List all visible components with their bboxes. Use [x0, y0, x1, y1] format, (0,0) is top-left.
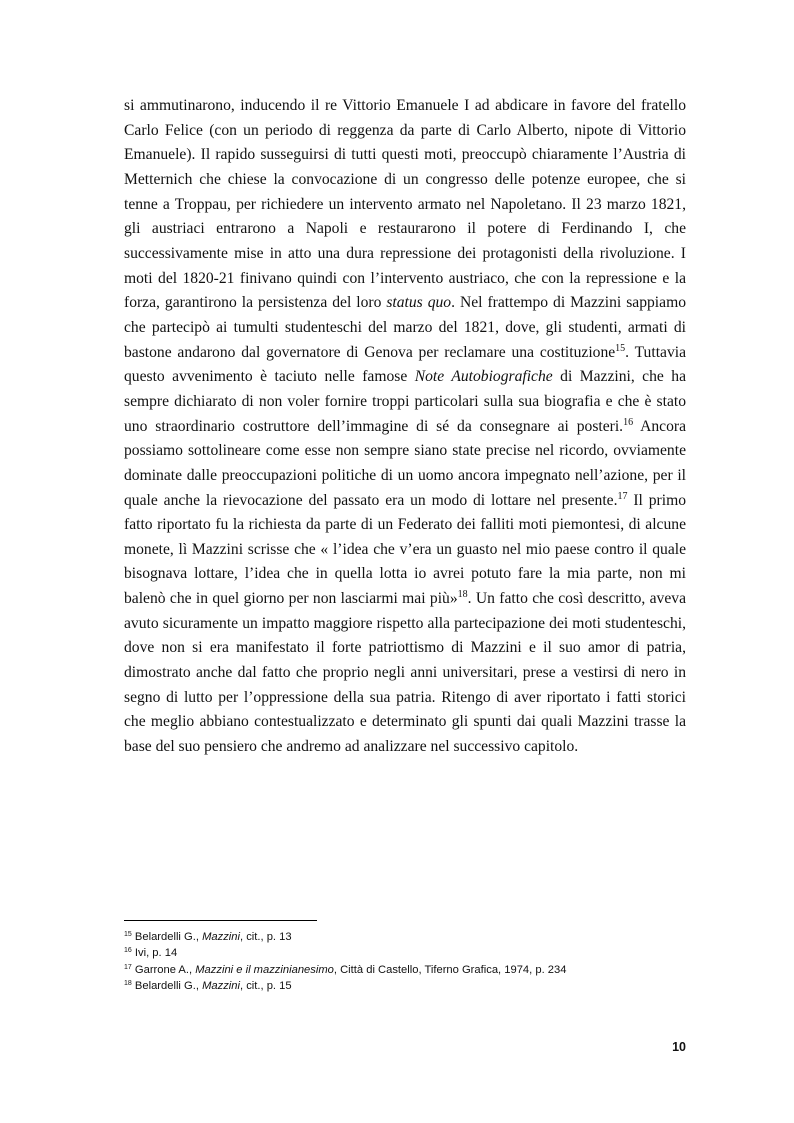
- footnote-18: [124, 978, 704, 994]
- body-text-segment: Ancora possiamo sottolineare come esse non sempre siano state precise nel ricordo, ovviamente dominate dalle preoccupazioni politiche di un uomo ancora impegnato nell’azione, per il quale anche la rievocazione del passato era un modo di lottare nel presente.: [124, 417, 686, 509]
- footnote-text: , cit., p. 13: [239, 931, 292, 943]
- body-italic-status-quo: status quo: [386, 294, 452, 312]
- footnote-15: [124, 929, 704, 945]
- footnote-text: Belardelli G.,: [131, 931, 203, 943]
- footnote-17: [124, 962, 704, 978]
- body-text-segment: . Nel frattempo di Mazzini sappiamo che partecipò ai tumulti studenteschi del marzo del 1821, dove, gli studenti, armati di bastone andarono dal governatore di Genova per reclamare una costituzione: [124, 294, 686, 361]
- body-text-segment: . Tuttavia questo avvenimento è taciuto nelle famose: [124, 343, 686, 386]
- footnotes: [124, 929, 704, 995]
- footnote-number: 16: [124, 947, 132, 955]
- footnote-ref-15[interactable]: 15: [615, 342, 626, 354]
- footnote-text: , cit., p. 15: [239, 980, 292, 993]
- footnote-number: 18: [124, 980, 132, 988]
- page-number: 10: [672, 1040, 686, 1054]
- body-text-segment: . Un fatto che così descritto, aveva avuto sicuramente un impatto maggiore rispetto alla partecipazione dei moti studenteschi, dove non si era manifestato il forte patriottismo di Mazzini e il suo amor di patria, dimostrato anche dal fatto che proprio negli anni universitari, prese a vestirsi di nero in segno di lutto per l’oppressione della sua patria. Ritengo di aver riportato i fatti storici che meglio abbiano contestualizzato e determinato gli spunti dai quali Mazzini trasse la base del suo pensiero che andremo ad analizzare nel successivo capitolo.: [124, 590, 686, 756]
- footnote-italic: Mazzini: [202, 931, 240, 943]
- footnote-16: [124, 945, 704, 961]
- body-text-segment: Il primo fatto riportato fu la richiesta da parte di un Federato dei falliti moti piemontesi, di alcune monete, lì Mazzini scrisse che « l’idea che v’era un guasto nel mio paese contro il quale bisognava lottare, l’idea che in quella lotta io avrei potuto fare la mia parte, non mi balenò che in quel giorno per non lasciarmi mai più»: [124, 491, 687, 608]
- footnote-text: Garrone A.,: [131, 963, 196, 976]
- footnote-separator: [124, 920, 317, 921]
- footnote-ref-18[interactable]: 18: [457, 589, 468, 601]
- footnote-number: 15: [124, 931, 132, 938]
- footnote-number: 17: [124, 963, 132, 971]
- body-text-segment: si ammutinarono, inducendo il re Vittorio Emanuele I ad abdicare in favore del fratello Carlo Felice (con un periodo di reggenza da parte di Carlo Alberto, nipote di Vittorio Emanuele). Il rapido susseguirsi di tutti questi moti, preoccupò chiaramente l’Austria di Metternich che chiese la convocazione di un congresso delle potenze europee, che si tenne a Troppau, per richiedere un intervento armato nel Napoletano. Il 23 marzo 1821, gli austriaci entrarono a Napoli e restaurarono il potere di Ferdinando I, che successivamente mise in atto una dura repressione dei protagonisti della rivoluzione. I moti del 1820-21 finivano quindi con l’intervento austriaco, che con la repressione e la forza, garantirono la persistenza del loro: [124, 97, 686, 312]
- footnote-text: , Città di Castello, Tiferno Grafica, 1974, p. 234: [333, 963, 567, 976]
- footnote-text: Ivi, p. 14: [131, 947, 178, 960]
- footnote-ref-16[interactable]: 16: [623, 416, 634, 428]
- footnote-ref-17[interactable]: 17: [617, 490, 628, 502]
- body-paragraph: [124, 94, 686, 760]
- footnote-italic: Mazzini: [202, 980, 240, 993]
- footnote-text: Belardelli G.,: [131, 980, 203, 993]
- body-italic-note-autobiografiche: Note Autobiografiche: [414, 368, 553, 386]
- footnote-italic: Mazzini e il mazzinianesimo: [195, 963, 334, 976]
- body-text-segment: di Mazzini, che ha sempre dichiarato di non voler fornire troppi particolari sulla sua biografia e che è stato uno straordinario costruttore dell’immagine di sé da consegnare ai posteri.: [124, 368, 686, 435]
